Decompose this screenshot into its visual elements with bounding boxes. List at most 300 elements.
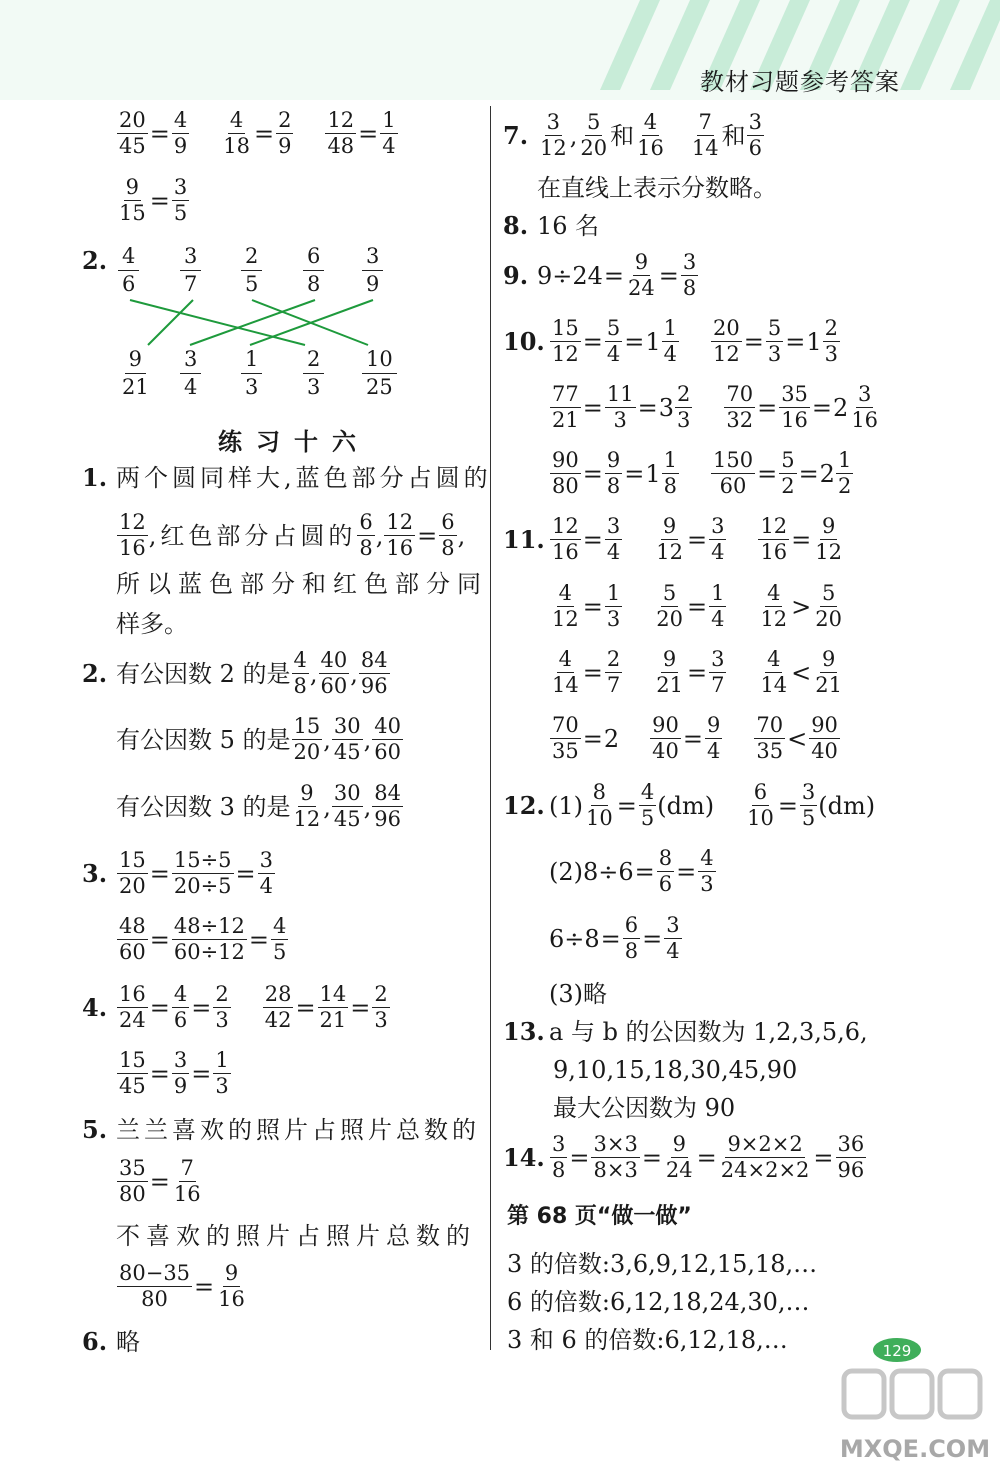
numerator: 3 bbox=[173, 1048, 188, 1072]
denominator: 16 bbox=[386, 536, 414, 560]
denominator: 24 bbox=[628, 276, 655, 300]
numerator: 1 bbox=[837, 448, 852, 472]
denominator: 3 bbox=[606, 607, 621, 631]
q5-line-2: $\frac{35}{80}$ = $\frac{7}{16}$ bbox=[119, 1156, 201, 1206]
fraction bbox=[605, 318, 622, 365]
fraction bbox=[172, 916, 247, 963]
fraction bbox=[705, 715, 722, 762]
denominator: 5 bbox=[640, 806, 655, 830]
fraction bbox=[747, 112, 764, 159]
denominator: 4 bbox=[606, 540, 621, 564]
q11-row-2 bbox=[549, 583, 845, 630]
q8-line bbox=[503, 211, 600, 240]
numerator: 9 bbox=[125, 175, 140, 199]
part-label: (1) bbox=[549, 791, 583, 820]
denominator: 3 bbox=[245, 375, 259, 399]
numerator: 20 bbox=[119, 108, 146, 132]
numerator: 90 bbox=[811, 713, 838, 737]
denominator: 3 bbox=[613, 408, 627, 432]
numerator: 1 bbox=[663, 316, 677, 340]
relation-sign: = bbox=[582, 592, 603, 621]
denominator: 7 bbox=[711, 673, 725, 697]
question-number: 11. bbox=[503, 524, 545, 554]
fraction bbox=[605, 583, 622, 630]
numerator: 12 bbox=[386, 510, 414, 534]
denominator: 7 bbox=[606, 673, 621, 697]
denominator: 12 bbox=[293, 807, 321, 831]
denominator: 9 bbox=[366, 272, 380, 296]
and-text: 和 bbox=[721, 121, 746, 150]
numerator: 9 bbox=[821, 514, 836, 538]
numerator: 20 bbox=[712, 316, 740, 340]
denominator: 8 bbox=[359, 536, 373, 560]
denominator: 42 bbox=[264, 1008, 292, 1032]
denominator: 5 bbox=[801, 806, 816, 830]
numerator: 9 bbox=[300, 781, 314, 805]
q5-line-3: 不喜欢的照片占照片总数的 bbox=[116, 1222, 476, 1250]
denominator: 5 bbox=[173, 201, 188, 225]
denominator: 60 bbox=[719, 474, 747, 498]
denominator: 80 bbox=[119, 1182, 146, 1206]
numerator: 36 bbox=[837, 1132, 865, 1156]
expression: (2)8÷6 bbox=[549, 857, 634, 886]
numerator: 1 bbox=[382, 108, 396, 132]
fraction bbox=[584, 782, 615, 829]
fraction bbox=[745, 782, 776, 829]
q1-line-1 bbox=[82, 463, 492, 492]
numerator: 9 bbox=[706, 713, 721, 737]
denominator: 3 bbox=[215, 1008, 229, 1032]
q12-part-2: (2)8÷6 = $\frac{8}{6}$ = $\frac{4}{3}$ bbox=[549, 846, 714, 896]
denominator: 16 bbox=[781, 408, 808, 432]
denominator: 60 bbox=[374, 740, 402, 764]
fraction bbox=[550, 583, 581, 630]
numerator: 3 bbox=[748, 110, 762, 134]
fraction bbox=[654, 516, 685, 563]
whole-number: 2 bbox=[833, 393, 849, 422]
bottom-fraction bbox=[241, 349, 262, 398]
numerator: 9 bbox=[606, 448, 621, 472]
q11-row-1 bbox=[503, 516, 845, 563]
fraction bbox=[319, 650, 350, 697]
fraction bbox=[664, 915, 681, 962]
denominator: 4 bbox=[666, 939, 680, 963]
denominator: 9 bbox=[173, 134, 188, 158]
numerator: 4 bbox=[273, 914, 287, 938]
numerator: 150 bbox=[712, 448, 754, 472]
numerator: 15 bbox=[552, 316, 579, 340]
fraction bbox=[372, 984, 389, 1031]
page68-title: 第 68 页“做一做” bbox=[507, 1204, 692, 1229]
denominator: 80 bbox=[141, 1287, 168, 1311]
denominator: 6 bbox=[173, 1008, 188, 1032]
relation-sign: = bbox=[686, 658, 708, 687]
q1-line-4: 样多。 bbox=[116, 610, 188, 638]
numerator: 3 bbox=[666, 913, 680, 937]
bottom-fraction bbox=[118, 349, 153, 398]
bottom-fraction bbox=[362, 349, 397, 398]
fraction bbox=[578, 112, 609, 159]
numerator: 9×2×2 bbox=[727, 1132, 803, 1156]
q5-line-4: $\frac{80-35}{80}$ = $\frac{9}{16}$ bbox=[119, 1261, 245, 1311]
numerator: 9 bbox=[662, 647, 677, 671]
q1-text: ,红色部分占圆的 bbox=[148, 521, 357, 550]
denominator: 16 bbox=[552, 540, 579, 564]
fraction bbox=[359, 650, 390, 697]
fraction bbox=[263, 984, 294, 1031]
fraction bbox=[172, 1158, 203, 1205]
denominator: 4 bbox=[663, 342, 677, 366]
q11-row-4: $\frac{70}{35}$ = 2 $\frac{90}{40}$ = $\frac{9}{4}$ $\frac{70}{35}$ < $\frac{90}{40}$ bbox=[552, 713, 838, 763]
fraction bbox=[836, 450, 853, 497]
fraction bbox=[550, 649, 581, 696]
fraction bbox=[662, 450, 679, 497]
numerator: 5 bbox=[606, 316, 621, 340]
numerator: 3 bbox=[552, 1132, 566, 1156]
q2-text: 有公因数 2 的是 bbox=[116, 659, 291, 688]
denominator: 40 bbox=[652, 739, 679, 763]
numerator: 90 bbox=[552, 448, 579, 472]
numerator: 9 bbox=[662, 514, 677, 538]
question-number: 12. bbox=[503, 790, 545, 820]
watermark-text: MXQE.COM bbox=[839, 1435, 991, 1463]
denominator: 3 bbox=[700, 872, 714, 896]
page-number: 129 bbox=[882, 1342, 912, 1360]
column-divider bbox=[490, 106, 491, 1350]
fraction bbox=[372, 716, 403, 763]
denominator: 4 bbox=[382, 134, 396, 158]
fraction bbox=[758, 583, 789, 630]
fraction bbox=[719, 1134, 812, 1181]
fraction bbox=[318, 984, 349, 1031]
denominator: 35 bbox=[552, 739, 579, 763]
fraction bbox=[766, 318, 783, 365]
denominator: 14 bbox=[760, 673, 788, 697]
numerator: 3 bbox=[801, 780, 816, 804]
fraction bbox=[813, 516, 844, 563]
multiples-line-2: 6 的倍数:6,12,18,24,30,… bbox=[507, 1288, 810, 1316]
denominator: 4 bbox=[259, 874, 274, 898]
q13-text: a 与 b 的公因数为 1,2,3,5,6, bbox=[549, 1018, 868, 1046]
denominator: 12 bbox=[552, 342, 579, 366]
numerator: 9 bbox=[125, 349, 146, 374]
fraction bbox=[117, 512, 148, 559]
question-number: 14. bbox=[503, 1142, 545, 1172]
denominator: 16 bbox=[218, 1287, 245, 1311]
numerator: 7 bbox=[180, 1156, 194, 1180]
numerator: 12 bbox=[327, 108, 355, 132]
fraction bbox=[800, 782, 817, 829]
fraction bbox=[779, 384, 810, 431]
q13-line-3: 最大公因数为 90 bbox=[553, 1094, 736, 1122]
fraction bbox=[332, 716, 363, 763]
numerator: 2 bbox=[278, 108, 292, 132]
numerator: 1 bbox=[606, 581, 621, 605]
denominator: 20 bbox=[580, 136, 608, 160]
multiples-line-1: 3 的倍数:3,6,9,12,15,18,… bbox=[507, 1250, 818, 1278]
denominator: 45 bbox=[119, 134, 146, 158]
numerator: 30 bbox=[333, 714, 361, 738]
relation-sign: < bbox=[791, 658, 812, 687]
q1-text: 两个圆同样大,蓝色部分占圆的 bbox=[116, 464, 492, 492]
numerator: 4 bbox=[700, 846, 714, 870]
whole-number: 2 bbox=[603, 724, 620, 753]
numerator: 9 bbox=[821, 647, 836, 671]
question-number: 5. bbox=[82, 1115, 108, 1144]
fraction bbox=[117, 1158, 148, 1205]
denominator: 7 bbox=[184, 272, 198, 296]
q6-line bbox=[82, 1327, 140, 1356]
numerator: 90 bbox=[652, 713, 679, 737]
q1-line-2: $\frac{12}{16}$ ,红色部分占圆的 $\frac{6}{8}$ , $\frac{12}{16}$ = $\frac{6}{8}$ , bbox=[119, 510, 466, 560]
denominator: 12 bbox=[760, 607, 788, 631]
fraction bbox=[117, 916, 148, 963]
numerator: 84 bbox=[360, 648, 388, 672]
numerator: 3 bbox=[606, 514, 621, 538]
q2-row-1: 2. 有公因数 2 的是 $\frac{4}{8}$ , $\frac{40}{60}$ , $\frac{84}{96}$ bbox=[82, 648, 388, 698]
numerator: 10 bbox=[362, 349, 397, 374]
numerator: 6 bbox=[303, 246, 324, 271]
fraction bbox=[213, 1050, 230, 1097]
fraction bbox=[657, 848, 674, 895]
denominator: 24×2×2 bbox=[720, 1158, 810, 1182]
fraction bbox=[117, 1050, 148, 1097]
numerator: 15 bbox=[119, 1048, 146, 1072]
numerator: 2 bbox=[374, 982, 388, 1006]
denominator: 2 bbox=[837, 474, 852, 498]
numerator: 4 bbox=[293, 648, 307, 672]
q9-expression: 9÷24 bbox=[537, 261, 603, 290]
numerator: 9 bbox=[672, 1132, 686, 1156]
numerator: 4 bbox=[767, 581, 781, 605]
denominator: 40 bbox=[811, 739, 838, 763]
fraction bbox=[836, 1134, 867, 1181]
denominator: 4 bbox=[606, 342, 621, 366]
fraction bbox=[662, 318, 679, 365]
q1-line-3: 所以蓝色部分和红色部分同 bbox=[116, 570, 488, 598]
denominator: 20÷5 bbox=[173, 874, 232, 898]
numerator: 70 bbox=[552, 713, 579, 737]
denominator: 14 bbox=[691, 136, 719, 160]
fraction bbox=[117, 1263, 192, 1310]
fraction bbox=[711, 318, 742, 365]
denominator: 96 bbox=[374, 807, 402, 831]
question-number: 13. bbox=[503, 1017, 545, 1046]
fraction bbox=[550, 1134, 567, 1181]
numerator: 77 bbox=[552, 382, 579, 406]
bottom-fraction bbox=[180, 349, 201, 398]
multiples-line-3: 3 和 6 的倍数:6,12,18,… bbox=[507, 1326, 788, 1354]
fraction bbox=[213, 984, 230, 1031]
fraction bbox=[550, 715, 581, 762]
numerator: 2 bbox=[606, 647, 621, 671]
denominator: 3 bbox=[374, 1008, 388, 1032]
fraction bbox=[372, 783, 403, 830]
fraction bbox=[550, 318, 581, 365]
question-number: 8. bbox=[503, 211, 529, 240]
numerator: 2 bbox=[241, 246, 262, 271]
q12-part-1: 12. (1) $\frac{8}{10}$ = $\frac{4}{5}$ (dm) $\frac{6}{10}$ = $\frac{3}{5}$ (dm) bbox=[503, 780, 876, 830]
numerator: 70 bbox=[756, 713, 784, 737]
denominator: 12 bbox=[656, 540, 683, 564]
numerator: 9 bbox=[634, 250, 649, 274]
fraction bbox=[172, 1050, 189, 1097]
whole-number: 2 bbox=[819, 459, 835, 488]
denominator: 45 bbox=[119, 1074, 146, 1098]
numerator: 4 bbox=[118, 246, 139, 271]
denominator: 48 bbox=[327, 134, 355, 158]
denominator: 10 bbox=[747, 806, 774, 830]
numerator: 4 bbox=[643, 110, 658, 134]
fraction bbox=[271, 916, 288, 963]
question-number: 4. bbox=[82, 992, 108, 1022]
bottom-fraction bbox=[303, 349, 324, 398]
denominator: 9 bbox=[278, 134, 292, 158]
fraction bbox=[538, 112, 569, 159]
fraction bbox=[216, 1263, 247, 1310]
top-fraction-row-1: $\frac{20}{45}$ = $\frac{4}{9}$ $\frac{4}{18}$ = $\frac{2}{9}$ $\frac{12}{48}$ = $\frac{1}{4}$ bbox=[119, 108, 396, 158]
fraction bbox=[675, 384, 692, 431]
numerator: 3 bbox=[259, 848, 274, 872]
denominator: 9 bbox=[173, 1074, 188, 1098]
q13-line-1 bbox=[503, 1017, 868, 1046]
numerator: 15 bbox=[293, 714, 321, 738]
fraction bbox=[813, 583, 844, 630]
denominator: 12 bbox=[540, 136, 567, 160]
denominator: 35 bbox=[756, 739, 784, 763]
fraction bbox=[709, 649, 726, 696]
question-number: 6. bbox=[82, 1327, 108, 1356]
section-title: 练习十六 bbox=[218, 428, 370, 456]
q12-part-3: (3)略 bbox=[549, 980, 607, 1008]
denominator: 3 bbox=[767, 342, 782, 366]
denominator: 8 bbox=[663, 474, 677, 498]
denominator: 6 bbox=[658, 872, 673, 896]
numerator: 6 bbox=[359, 510, 373, 534]
numerator: 12 bbox=[119, 510, 146, 534]
denominator: 16 bbox=[173, 1182, 201, 1206]
unit: (dm) bbox=[818, 791, 876, 820]
fraction bbox=[117, 984, 148, 1031]
fraction bbox=[754, 715, 785, 762]
numerator: 5 bbox=[587, 110, 601, 134]
q2-row-2: 有公因数 5 的是 $\frac{15}{20}$ , $\frac{30}{45}$ , $\frac{40}{60}$ bbox=[116, 714, 402, 764]
numerator: 84 bbox=[374, 781, 402, 805]
numerator: 2 bbox=[676, 382, 691, 406]
fraction bbox=[823, 318, 840, 365]
numerator: 3 bbox=[173, 175, 188, 199]
numerator: 5 bbox=[821, 581, 836, 605]
relation-sign: > bbox=[791, 592, 812, 621]
numerator: 4 bbox=[173, 108, 188, 132]
q13-line-2: 9,10,15,18,30,45,90 bbox=[553, 1056, 798, 1084]
fraction bbox=[849, 384, 880, 431]
numerator: 12 bbox=[552, 514, 579, 538]
denominator: 60 bbox=[320, 674, 348, 698]
numerator: 5 bbox=[662, 581, 677, 605]
fraction bbox=[292, 650, 309, 697]
denominator: 16 bbox=[760, 540, 788, 564]
denominator: 21 bbox=[319, 1008, 347, 1032]
question-number: 2. bbox=[82, 246, 108, 275]
denominator: 16 bbox=[119, 536, 146, 560]
top-fraction-row-2: $\frac{9}{15}$ = $\frac{3}{5}$ bbox=[119, 175, 188, 225]
denominator: 25 bbox=[366, 375, 393, 399]
q3-row-1: 3. $\frac{15}{20}$ = $\frac{15\div 5}{20\div 5}$ = $\frac{3}{4}$ bbox=[82, 848, 274, 898]
denominator: 32 bbox=[726, 408, 754, 432]
numerator: 2 bbox=[303, 349, 324, 374]
relation-sign: = bbox=[582, 658, 603, 687]
q10-row-1: 10. $\frac{15}{12}$ = $\frac{5}{4}$ = 1 $\frac{1}{4}$ $\frac{20}{12}$ = $\frac{5}{3}$ = 1 $\frac{2}{3}$ bbox=[503, 316, 838, 366]
denominator: 5 bbox=[245, 272, 259, 296]
numerator: 7 bbox=[698, 110, 712, 134]
fraction bbox=[439, 512, 456, 559]
numerator: 70 bbox=[726, 382, 754, 406]
denominator: 4 bbox=[184, 375, 198, 399]
numerator: 8 bbox=[592, 780, 607, 804]
whole-number: 1 bbox=[806, 327, 822, 356]
numerator: 3 bbox=[180, 246, 201, 271]
fraction bbox=[709, 516, 726, 563]
denominator: 20 bbox=[815, 607, 843, 631]
fraction bbox=[605, 384, 636, 431]
denominator: 6 bbox=[122, 272, 136, 296]
denominator: 3 bbox=[215, 1074, 229, 1098]
fraction bbox=[635, 112, 666, 159]
expression: 6÷8 bbox=[549, 924, 600, 953]
numerator: 3 bbox=[180, 349, 201, 374]
numerator: 3 bbox=[711, 647, 725, 671]
fraction bbox=[591, 1134, 639, 1181]
denominator: 80 bbox=[552, 474, 579, 498]
numerator: 1 bbox=[241, 349, 262, 374]
numerator: 16 bbox=[119, 982, 146, 1006]
q14-line: 14. $\frac{3}{8}$ = $\frac{3\times 3}{8\times 3}$ = $\frac{9}{24}$ = $\frac{9\times 2\times 2}{24\times 2\times 2}$ = $\frac{36}{96}$ bbox=[503, 1132, 865, 1182]
whole-number: 1 bbox=[645, 327, 661, 356]
fraction bbox=[605, 450, 622, 497]
denominator: 96 bbox=[360, 674, 388, 698]
relation-sign: = bbox=[791, 525, 812, 554]
fraction bbox=[681, 252, 698, 299]
q4-row-1: 4. $\frac{16}{24}$ = $\frac{4}{6}$ = $\frac{2}{3}$ $\frac{28}{42}$ = $\frac{14}{21}$ = $\frac{2}{3}$ bbox=[82, 982, 388, 1032]
numerator: 3×3 bbox=[593, 1132, 638, 1156]
fraction bbox=[709, 583, 726, 630]
numerator: 40 bbox=[320, 648, 348, 672]
numerator: 4 bbox=[558, 647, 573, 671]
header-title: 教材习题参考答案 bbox=[700, 68, 900, 96]
question-number: 2. bbox=[82, 658, 108, 688]
denominator: 16 bbox=[637, 136, 664, 160]
denominator: 20 bbox=[293, 740, 321, 764]
fraction bbox=[654, 649, 685, 696]
numerator: 15÷5 bbox=[173, 848, 232, 872]
fraction bbox=[117, 850, 148, 897]
numerator: 35 bbox=[119, 1156, 146, 1180]
numerator: 11 bbox=[606, 382, 634, 406]
q10-row-3: $\frac{90}{80}$ = $\frac{9}{8}$ = 1 $\frac{1}{8}$ $\frac{150}{60}$ = $\frac{5}{2}$ = 2 $\frac{1}{2}$ bbox=[552, 448, 852, 498]
whole-number: 1 bbox=[645, 459, 661, 488]
relation-sign: = bbox=[686, 525, 708, 554]
numerator: 35 bbox=[781, 382, 808, 406]
numerator: 48 bbox=[119, 914, 146, 938]
fraction bbox=[357, 512, 374, 559]
q2-row-3: 有公因数 3 的是 $\frac{9}{12}$ , $\frac{30}{45}$ , $\frac{84}{96}$ bbox=[116, 781, 402, 831]
q2-text: 有公因数 5 的是 bbox=[116, 725, 291, 754]
q5-text: 兰兰喜欢的照片占照片总数的 bbox=[116, 1116, 480, 1144]
numerator: 15 bbox=[119, 848, 146, 872]
denominator: 24 bbox=[119, 1008, 146, 1032]
numerator: 9 bbox=[224, 1261, 239, 1285]
